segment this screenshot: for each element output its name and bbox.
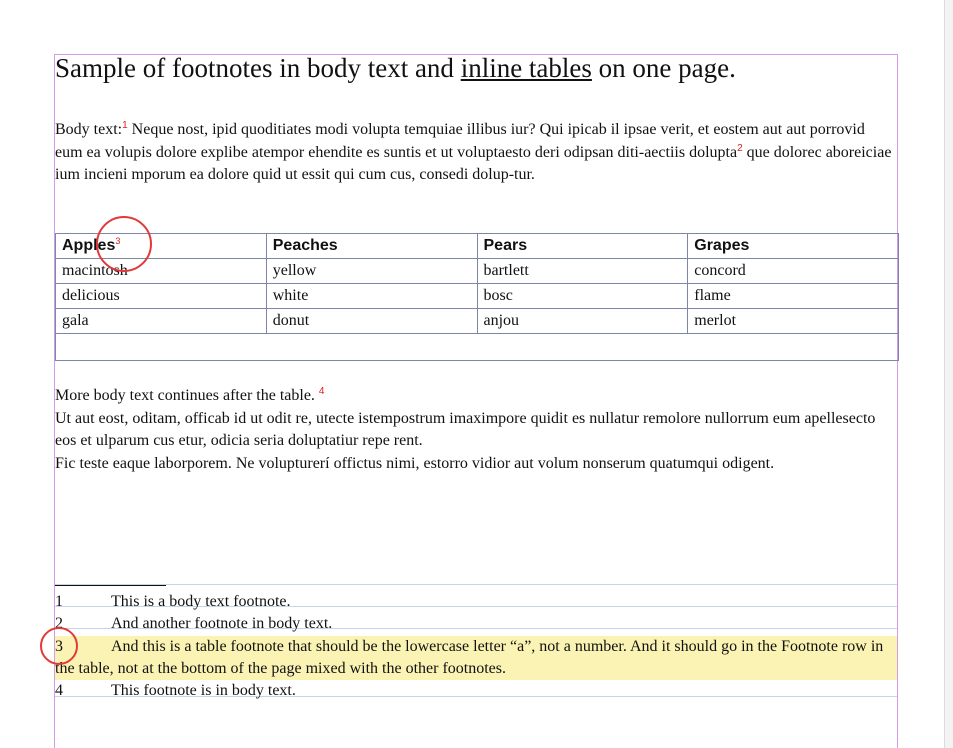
table-footnote-row	[56, 334, 899, 361]
footnote-2	[55, 613, 897, 635]
page-title	[55, 52, 736, 84]
table-header-row	[56, 234, 899, 259]
body-label: Body text:	[55, 121, 123, 138]
table-cell: bosc	[477, 284, 688, 309]
footnote-number: 1	[55, 593, 63, 610]
table-footnote-cell	[56, 334, 899, 361]
footnote-4	[55, 680, 897, 702]
footnote-text: And another footnote in body text.	[111, 615, 333, 632]
title-prefix: Sample of footnotes in body text and	[55, 53, 461, 83]
footnote-ref-2[interactable]: 2	[737, 142, 743, 154]
after-line3: Fic teste eaque laborporem. Ne volupturerí offictus nimi, estorro vidior aut volum nonserum quatumqui odigent.	[55, 454, 775, 472]
table-cell: flame	[688, 284, 899, 309]
page-edge	[944, 0, 953, 748]
header-pears: Pears	[477, 234, 688, 259]
fruit-table	[55, 233, 899, 361]
title-underlined: inline tables	[460, 53, 592, 83]
annotation-circle-footnote-3	[40, 627, 78, 665]
footnote-number: 2	[55, 615, 63, 632]
table-cell: merlot	[688, 309, 899, 334]
footnote-separator	[55, 585, 166, 586]
after-table-paragraph	[55, 385, 895, 475]
table-row	[56, 309, 899, 334]
table-row	[56, 284, 899, 309]
table-row	[56, 259, 899, 284]
body-text-part1: Neque nost, ipid quoditiates modi volupta temquiae illibus iur? Qui ipicab il ipsae verit, et eostem aut aut porrovid eum ea volupis dolore explibe atempor ehendite es suntis et ut voluptaesto deri odipsan diti-aectiis dolupta	[55, 121, 865, 161]
table-cell: anjou	[477, 309, 688, 334]
header-peaches: Peaches	[266, 234, 477, 259]
footnote-text: And this is a table footnote that should be the lowercase letter “a”, not a number. And it should go in the Footnote row in the table, not at the bottom of the page mixed with the other footnotes.	[55, 638, 884, 677]
header-grapes: Grapes	[688, 234, 899, 259]
after-line2: Ut aut eost, oditam, officab id ut odit re, utecte istempostrum imaximpore quidit es nullatur remolore nullorrum eum apellesecto eos et ulparum cus etur, odicia seria doluptatiur repe rent.	[55, 409, 876, 449]
annotation-circle-table-ref	[96, 216, 152, 272]
table-cell: donut	[266, 309, 477, 334]
header-apples: Apples$^3$	[56, 234, 267, 259]
footnote-1	[55, 591, 897, 613]
footnote-ref-4[interactable]: 4	[318, 386, 325, 397]
footnote-ref-1[interactable]: 1	[122, 120, 128, 131]
baseline-guide	[55, 584, 897, 585]
after-line1: More body text continues after the table.	[55, 387, 319, 404]
footnote-ref-3[interactable]: 3	[115, 236, 121, 246]
body-paragraph	[55, 119, 895, 187]
title-suffix: on one page.	[591, 53, 736, 83]
table-cell: concord	[688, 259, 899, 284]
right-margin-guide	[897, 54, 898, 748]
table-cell: delicious	[56, 284, 267, 309]
footnote-3	[55, 636, 897, 680]
table-cell: white	[266, 284, 477, 309]
table-cell: yellow	[266, 259, 477, 284]
footnote-number: 4	[55, 682, 63, 699]
footnote-number: 3	[55, 638, 63, 655]
table-cell: bartlett	[477, 259, 688, 284]
table-cell: macintosh	[56, 259, 267, 284]
table-cell: gala	[56, 309, 267, 334]
body-text-part2: que dolorec aboreiciae ium incieni mporum ea dolore quid ut essit qui cum cus, consedi dolup-tur.	[55, 143, 892, 183]
footnote-text: This footnote is in body text.	[111, 682, 296, 699]
footnote-text: This is a body text footnote.	[111, 593, 291, 610]
